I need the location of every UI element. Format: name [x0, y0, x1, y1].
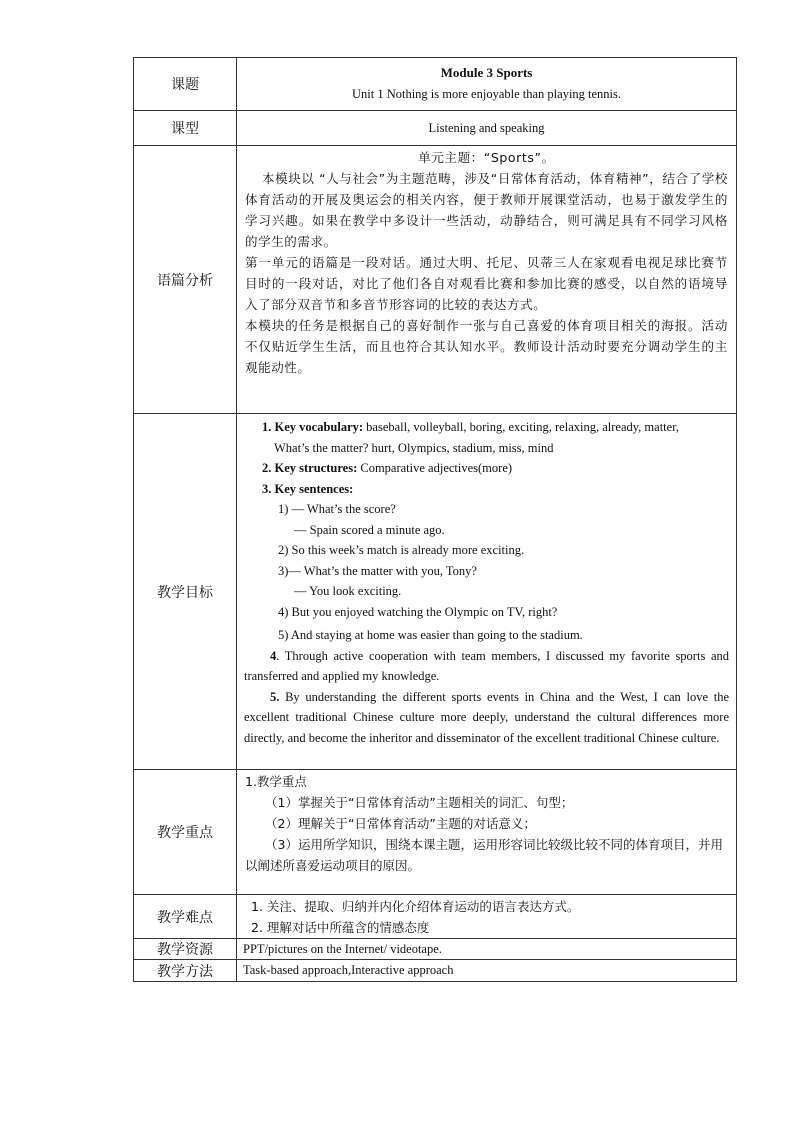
- lesson-plan-table: [133, 57, 737, 982]
- row-methods: [134, 960, 737, 982]
- label-resources: 教学资源: [134, 939, 237, 960]
- key-vocabulary-2: What’s the matter? hurt, Olympics, stadium, miss, mind: [274, 440, 554, 455]
- difficulties-cell: [237, 895, 737, 939]
- difficulty-1: 1. 关注、提取、归纳并内化介绍体育运动的语言表达方式。: [251, 899, 580, 914]
- label-topic: 课题: [134, 58, 237, 111]
- analysis-paragraph-1: 本模块以 “人与社会”为主题范畴，涉及“日常体育活动，体育精神”，结合了学校体育活动的开展及奥运会的相关内容，便于教师开展课堂活动，也易于激发学生的学习兴趣。如果在教学中多设计一些活动，动静结合，则可满足具有不同学习风格的学生的需求。: [245, 171, 728, 249]
- analysis-paragraph-2: 第一单元的语篇是一段对话。通过大明、托尼、贝蒂三人在家观看电视足球比赛节目时的一段对话，对比了他们各自对观看比赛和参加比赛的感受，以自然的语境导入了部分双音节和多音节形容词的比较的表达方式。: [245, 255, 728, 312]
- objective-5-number: 5.: [270, 689, 280, 704]
- label-analysis: 语篇分析: [134, 146, 237, 414]
- label-methods: 教学方法: [134, 960, 237, 982]
- key-point-1: （1）掌握关于“日常体育活动”主题相关的词汇、句型；: [265, 795, 574, 810]
- key-points-cell: [237, 770, 737, 895]
- row-type: [134, 111, 737, 146]
- sentence-5: 5) And staying at home was easier than going to the stadium.: [278, 628, 583, 642]
- label-difficulties: 教学难点: [134, 895, 237, 939]
- difficulty-2: 2. 理解对话中所蕴含的情感态度: [251, 920, 430, 935]
- vocab-heading: 1. Key vocabulary:: [262, 420, 364, 434]
- objective-5: [244, 687, 729, 749]
- label-key-points: 教学重点: [134, 770, 237, 895]
- analysis-cell: [237, 146, 737, 414]
- objective-4-text: . Through active cooperation with team members, I discussed my favorite sports and transferred and applied my knowledge.: [244, 648, 729, 683]
- key-point-3: （3）运用所学知识，围绕本课主题，运用形容词比较级比较不同的体育项目，并用以阐述所喜爱运动项目的原因。: [245, 837, 723, 873]
- topic-cell: [237, 58, 737, 111]
- objective-4-number: 4: [270, 648, 277, 663]
- unit-title: Unit 1 Nothing is more enjoyable than playing tennis.: [351, 86, 622, 101]
- label-objectives: 教学目标: [134, 414, 237, 770]
- key-points-heading: 1.教学重点: [245, 774, 307, 789]
- key-structures: [244, 458, 729, 479]
- row-difficulties: [134, 895, 737, 939]
- sentence-3b: — You look exciting.: [294, 584, 402, 598]
- objective-4: [244, 646, 729, 687]
- row-topic: [134, 58, 737, 111]
- analysis-paragraph-3: 本模块的任务是根据自己的喜好制作一张与自己喜爱的体育项目相关的海报。活动不仅贴近学生生活，而且也符合其认知水平。教师设计活动时要充分调动学生的主观能动性。: [245, 318, 728, 375]
- methods-value: Task-based approach,Interactive approach: [237, 960, 737, 982]
- row-analysis: [134, 146, 737, 414]
- sentence-3: 3)— What’s the matter with you, Tony?: [278, 563, 477, 578]
- objective-5-text: By understanding the different sports events in China and the West, I can love the excellent traditional Chinese culture more deeply, understand the cultural differences more directly, and become the inheritor and disseminator of the excellent traditional Chinese culture.: [244, 689, 729, 745]
- module-title: Module 3 Sports: [440, 65, 533, 80]
- sentence-4: 4) But you enjoyed watching the Olympic on TV, right?: [278, 604, 558, 619]
- sentences-heading-text: 3. Key sentences:: [262, 481, 354, 496]
- analysis-heading: 单元主题：“Sports”。: [418, 150, 555, 165]
- key-sentences-heading: [244, 479, 729, 500]
- type-value: Listening and speaking: [237, 111, 737, 146]
- structures-text: Comparative adjectives(more): [357, 461, 513, 475]
- sentence-1b: — Spain scored a minute ago.: [294, 522, 445, 537]
- row-resources: [134, 939, 737, 960]
- key-point-2: （2）理解关于“日常体育活动”主题的对话意义；: [265, 816, 536, 831]
- row-key-points: [134, 770, 737, 895]
- vocab-list: baseball, volleyball, boring, exciting, relaxing, already, matter,: [363, 420, 679, 434]
- sentence-1: 1) — What’s the score?: [278, 502, 396, 516]
- row-objectives: [134, 414, 737, 770]
- objectives-cell: [237, 414, 737, 770]
- structures-heading: 2. Key structures:: [262, 461, 358, 475]
- label-type: 课型: [134, 111, 237, 146]
- key-vocabulary: [244, 417, 729, 438]
- resources-value: PPT/pictures on the Internet/ videotape.: [237, 939, 737, 960]
- sentence-2: 2) So this week’s match is already more exciting.: [278, 543, 525, 557]
